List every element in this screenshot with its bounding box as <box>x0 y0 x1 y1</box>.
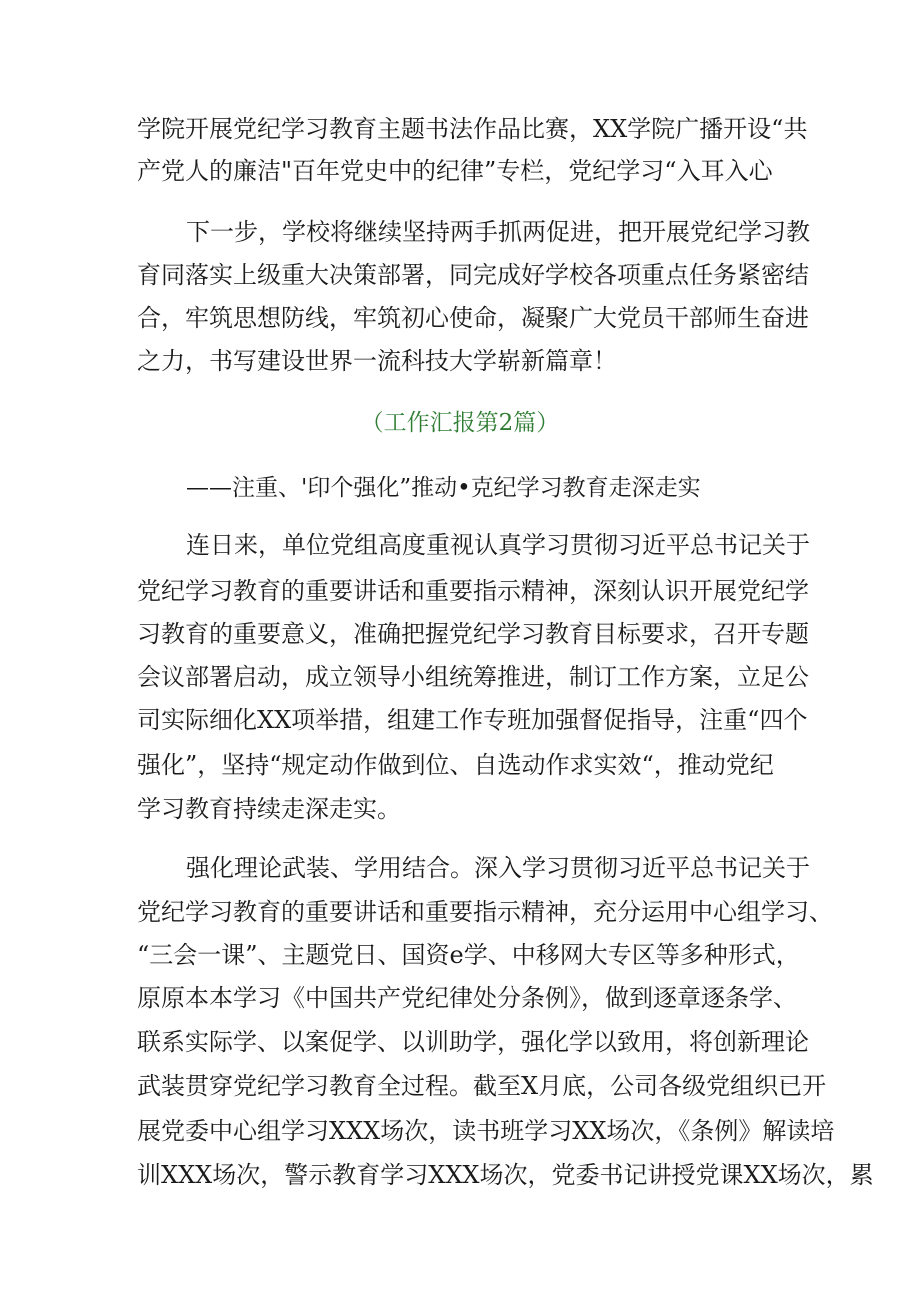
paragraph-4-line-4: 原原本本学习《中国共产党纪律处分条例》，做到逐章逐条学、 <box>137 984 797 1012</box>
paragraph-4-line-5: 联系实际学、以案促学、以训助学，强化学以致用，将创新理论 <box>137 1028 809 1056</box>
paragraph-2-line-3: 合，牢筑思想防线，牢筑初心使命，凝聚广大党员干部师生奋进 <box>137 304 809 332</box>
paragraph-3-line-1: 连日来，单位党组高度重视认真学习贯彻习近平总书记关于 <box>186 531 810 559</box>
paragraph-3-line-4: 会议部署启动，成立领导小组统筹推进，制订工作方案，立足公 <box>137 663 809 691</box>
paragraph-4-line-3: “三会一课”、主题党日、国资e学、中移网大专区等多种形式， <box>137 941 800 969</box>
section-title: （工作汇报第2篇） <box>360 410 560 436</box>
paragraph-3-line-7: 学习教育持续走深走实。 <box>137 795 401 823</box>
paragraph-2-line-1: 下一步，学校将继续坚持两手抓两促进，把开展党纪学习教 <box>186 218 810 246</box>
paragraph-4-line-1: 强化理论武装、学用结合。深入学习贯彻习近平总书记关于 <box>186 854 810 882</box>
paragraph-3-line-5: 司实际细化XX项举措，组建工作专班加强督促指导，注重“四个 <box>137 706 808 734</box>
paragraph-4-line-8: 训XXX场次，警示教育学习XXX场次，党委书记讲授党课XX场次，累 <box>137 1161 874 1189</box>
paragraph-1-line-1: 学院开展党纪学习教育主题书法作品比赛，XX学院广播开设“共 <box>137 115 808 143</box>
section-subtitle: ——注重、'印个强化”推动•克纪学习教育走深走实 <box>186 475 701 501</box>
paragraph-3-line-2: 党纪学习教育的重要讲话和重要指示精神，深刻认识开展党纪学 <box>137 577 809 605</box>
paragraph-3-line-6: 强化”，坚持“规定动作做到位、自选动作求实效“，推动党纪 <box>137 751 774 779</box>
paragraph-2-line-2: 育同落实上级重大决策部署，同完成好学校各项重点任务紧密结 <box>137 261 809 289</box>
paragraph-1-line-2: 产党人的廉洁"百年党史中的纪律”专栏，党纪学习“入耳入心 <box>137 157 773 185</box>
paragraph-4-line-7: 展党委中心组学习XXX场次，读书班学习XX场次，《条例》解读培 <box>137 1117 835 1145</box>
paragraph-2-line-4: 之力，书写建设世界一流科技大学崭新篇章！ <box>137 347 617 375</box>
paragraph-4-line-6: 武装贯穿党纪学习教育全过程。截至X月底，公司各级党组织已开 <box>137 1072 827 1100</box>
paragraph-4-line-2: 党纪学习教育的重要讲话和重要指示精神，充分运用中心组学习、 <box>137 898 833 926</box>
paragraph-3-line-3: 习教育的重要意义，准确把握党纪学习教育目标要求，召开专题 <box>137 620 809 648</box>
